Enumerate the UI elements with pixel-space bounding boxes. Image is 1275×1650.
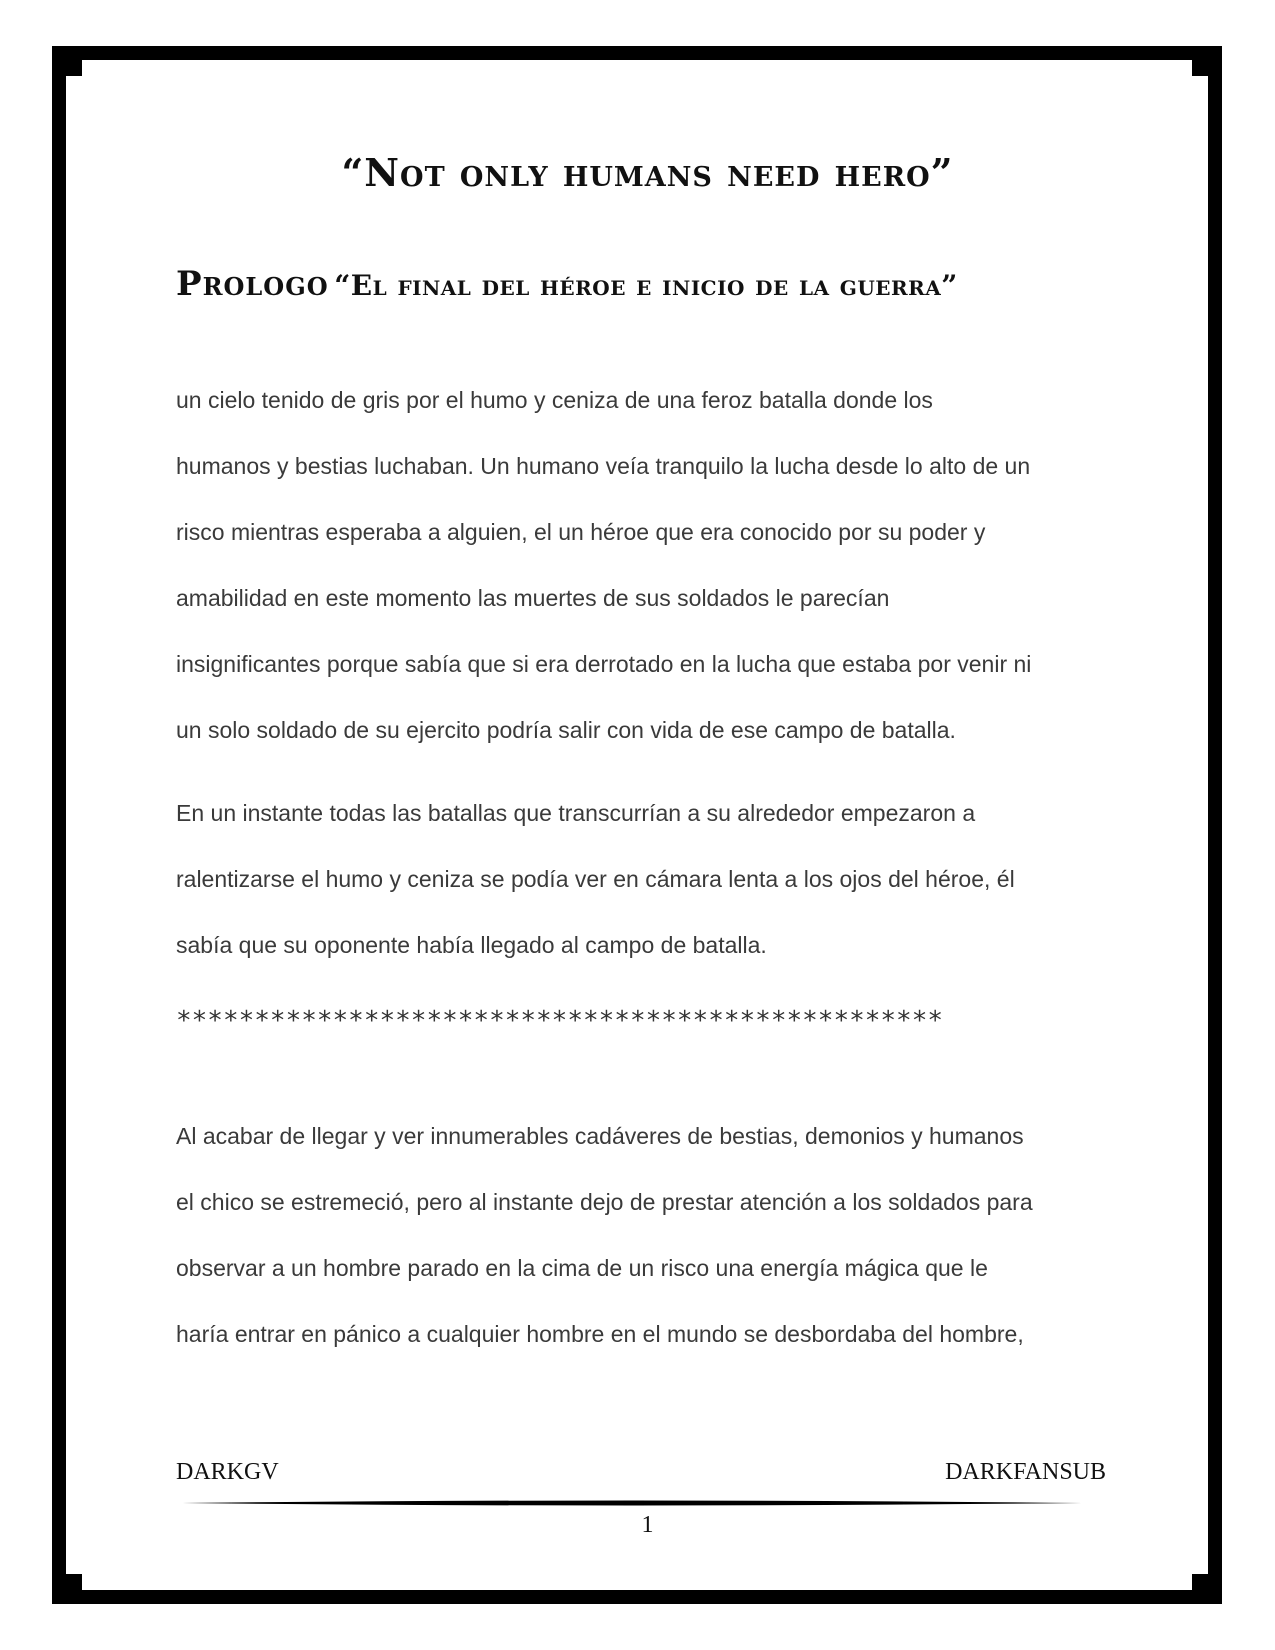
chapter-heading-title: “El final del héroe e inicio de la guerra” [334, 269, 958, 302]
border-bar-bottom [82, 1590, 1192, 1598]
text-line: humanos y bestias luchaban. Un humano veía tranquilo la lucha desde lo alto de un [176, 453, 1031, 479]
text-line: risco mientras esperaba a alguien, el un héroe que era conocido por su poder y [176, 519, 986, 545]
footer-rule [182, 1500, 1082, 1506]
border-corner-bottom-left [52, 1574, 82, 1604]
border-corner-top-right [1192, 46, 1222, 76]
document-title: “Not only humans need hero” [341, 150, 954, 195]
section-separator: ************************************************* [176, 1006, 944, 1036]
text-line: un solo soldado de su ejercito podría salir con vida de ese campo de batalla. [176, 717, 956, 743]
text-line: Al acabar de llegar y ver innumerables cadáveres de bestias, demonios y humanos [176, 1123, 1024, 1149]
text-line: sabía que su oponente había llegado al campo de batalla. [176, 932, 767, 958]
text-line: amabilidad en este momento las muertes de sus soldados le parecían [176, 585, 890, 611]
chapter-heading [176, 264, 1136, 304]
text-line: el chico se estremeció, pero al instante dejo de prestar atención a los soldados para [176, 1189, 1033, 1215]
border-bar-right [1208, 76, 1216, 1574]
text-line: En un instante todas las batallas que transcurrían a su alrededor empezaron a [176, 800, 976, 826]
chapter-heading-lead: Prologo [176, 264, 329, 304]
footer-group: DARKFANSUB [945, 1459, 1106, 1485]
text-line: un cielo tenido de gris por el humo y ceniza de una feroz batalla donde los [176, 387, 933, 413]
paragraph-1 [176, 383, 1106, 779]
paragraph-3 [176, 1119, 1106, 1383]
text-line: observar a un hombre parado en la cima de un risco una energía mágica que le [176, 1255, 988, 1281]
border-bar-left [58, 76, 66, 1574]
footer-author: DARKGV [176, 1459, 279, 1485]
page-number: 1 [641, 1512, 654, 1538]
border-bar-top [82, 52, 1192, 60]
border-corner-top-left [52, 46, 82, 76]
border-corner-bottom-right [1192, 1574, 1222, 1604]
text-line: ralentizarse el humo y ceniza se podía ver en cámara lenta a los ojos del héroe, él [176, 866, 1015, 892]
text-line: insignificantes porque sabía que si era derrotado en la lucha que estaba por venir ni [176, 651, 1032, 677]
paragraph-2 [176, 796, 1106, 994]
text-line: haría entrar en pánico a cualquier hombre en el mundo se desbordaba del hombre, [176, 1321, 1024, 1347]
